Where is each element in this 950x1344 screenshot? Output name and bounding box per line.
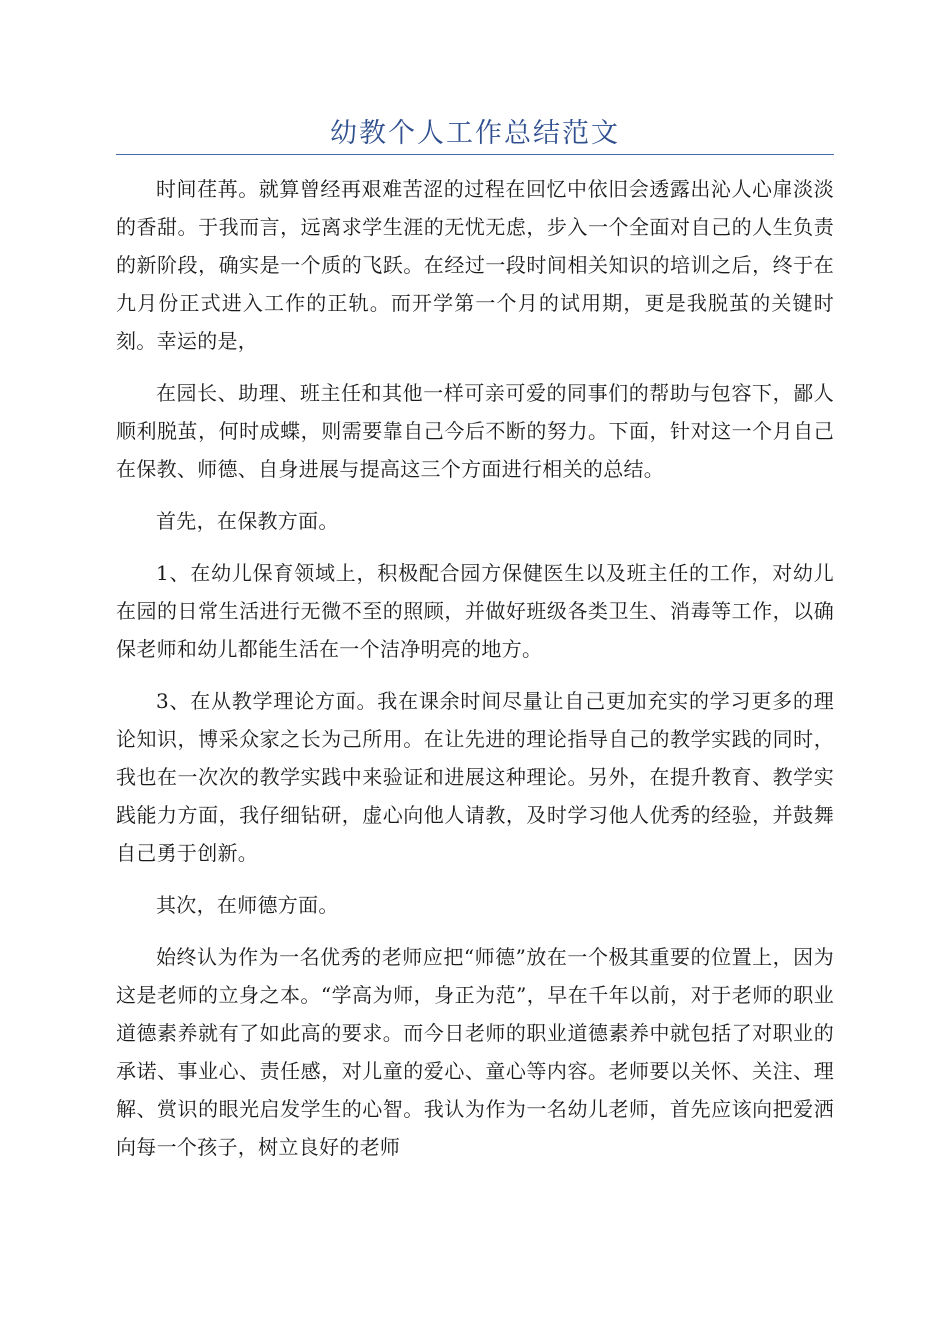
document-title: 幼教个人工作总结范文 (330, 118, 620, 149)
document-body (116, 170, 834, 1180)
paragraph: 时间荏苒。就算曾经再艰难苦涩的过程在回忆中依旧会透露出沁人心扉淡淡的香甜。于我而言，远离求学生涯的无忧无虑，步入一个全面对自己的人生负责的新阶段，确实是一个质的飞跃。在经过一段时间相关知识的培训之后，终于在九月份正式进入工作的正轨。而开学第一个月的试用期，更是我脱茧的关键时刻。幸运的是， (116, 177, 834, 353)
title-underline (116, 154, 834, 155)
paragraph: 3、在从教学理论方面。我在课余时间尽量让自己更加充实的学习更多的理论知识，博采众家之长为己所用。在让先进的理论指导自己的教学实践的同时，我也在一次次的教学实践中来验证和进展这种理论。另外，在提升教育、教学实践能力方面，我仔细钻研，虚心向他人请教，及时学习他人优秀的经验，并鼓舞自己勇于创新。 (116, 689, 834, 865)
paragraph: 1、在幼儿保育领域上，积极配合园方保健医生以及班主任的工作，对幼儿在园的日常生活进行无微不至的照顾，并做好班级各类卫生、消毒等工作，以确保老师和幼儿都能生活在一个洁净明亮的地方。 (116, 561, 834, 661)
section-heading: 首先，在保教方面。 (156, 509, 339, 533)
paragraph: 在园长、助理、班主任和其他一样可亲可爱的同事们的帮助与包容下，鄙人顺利脱茧，何时成蝶，则需要靠自己今后不断的努力。下面，针对这一个月自己在保教、师德、自身进展与提高这三个方面进行相关的总结。 (116, 381, 834, 481)
paragraph: 始终认为作为一名优秀的老师应把“师德”放在一个极其重要的位置上，因为这是老师的立身之本。“学高为师，身正为范”，早在千年以前，对于老师的职业道德素养就有了如此高的要求。而今日老师的职业道德素养中就包括了对职业的承诺、事业心、责任感，对儿童的爱心、童心等内容。老师要以关怀、关注、理解、赏识的眼光启发学生的心智。我认为作为一名幼儿老师，首先应该向把爱洒向每一个孩子，树立良好的老师 (116, 945, 834, 1159)
section-heading: 其次，在师德方面。 (156, 893, 339, 917)
